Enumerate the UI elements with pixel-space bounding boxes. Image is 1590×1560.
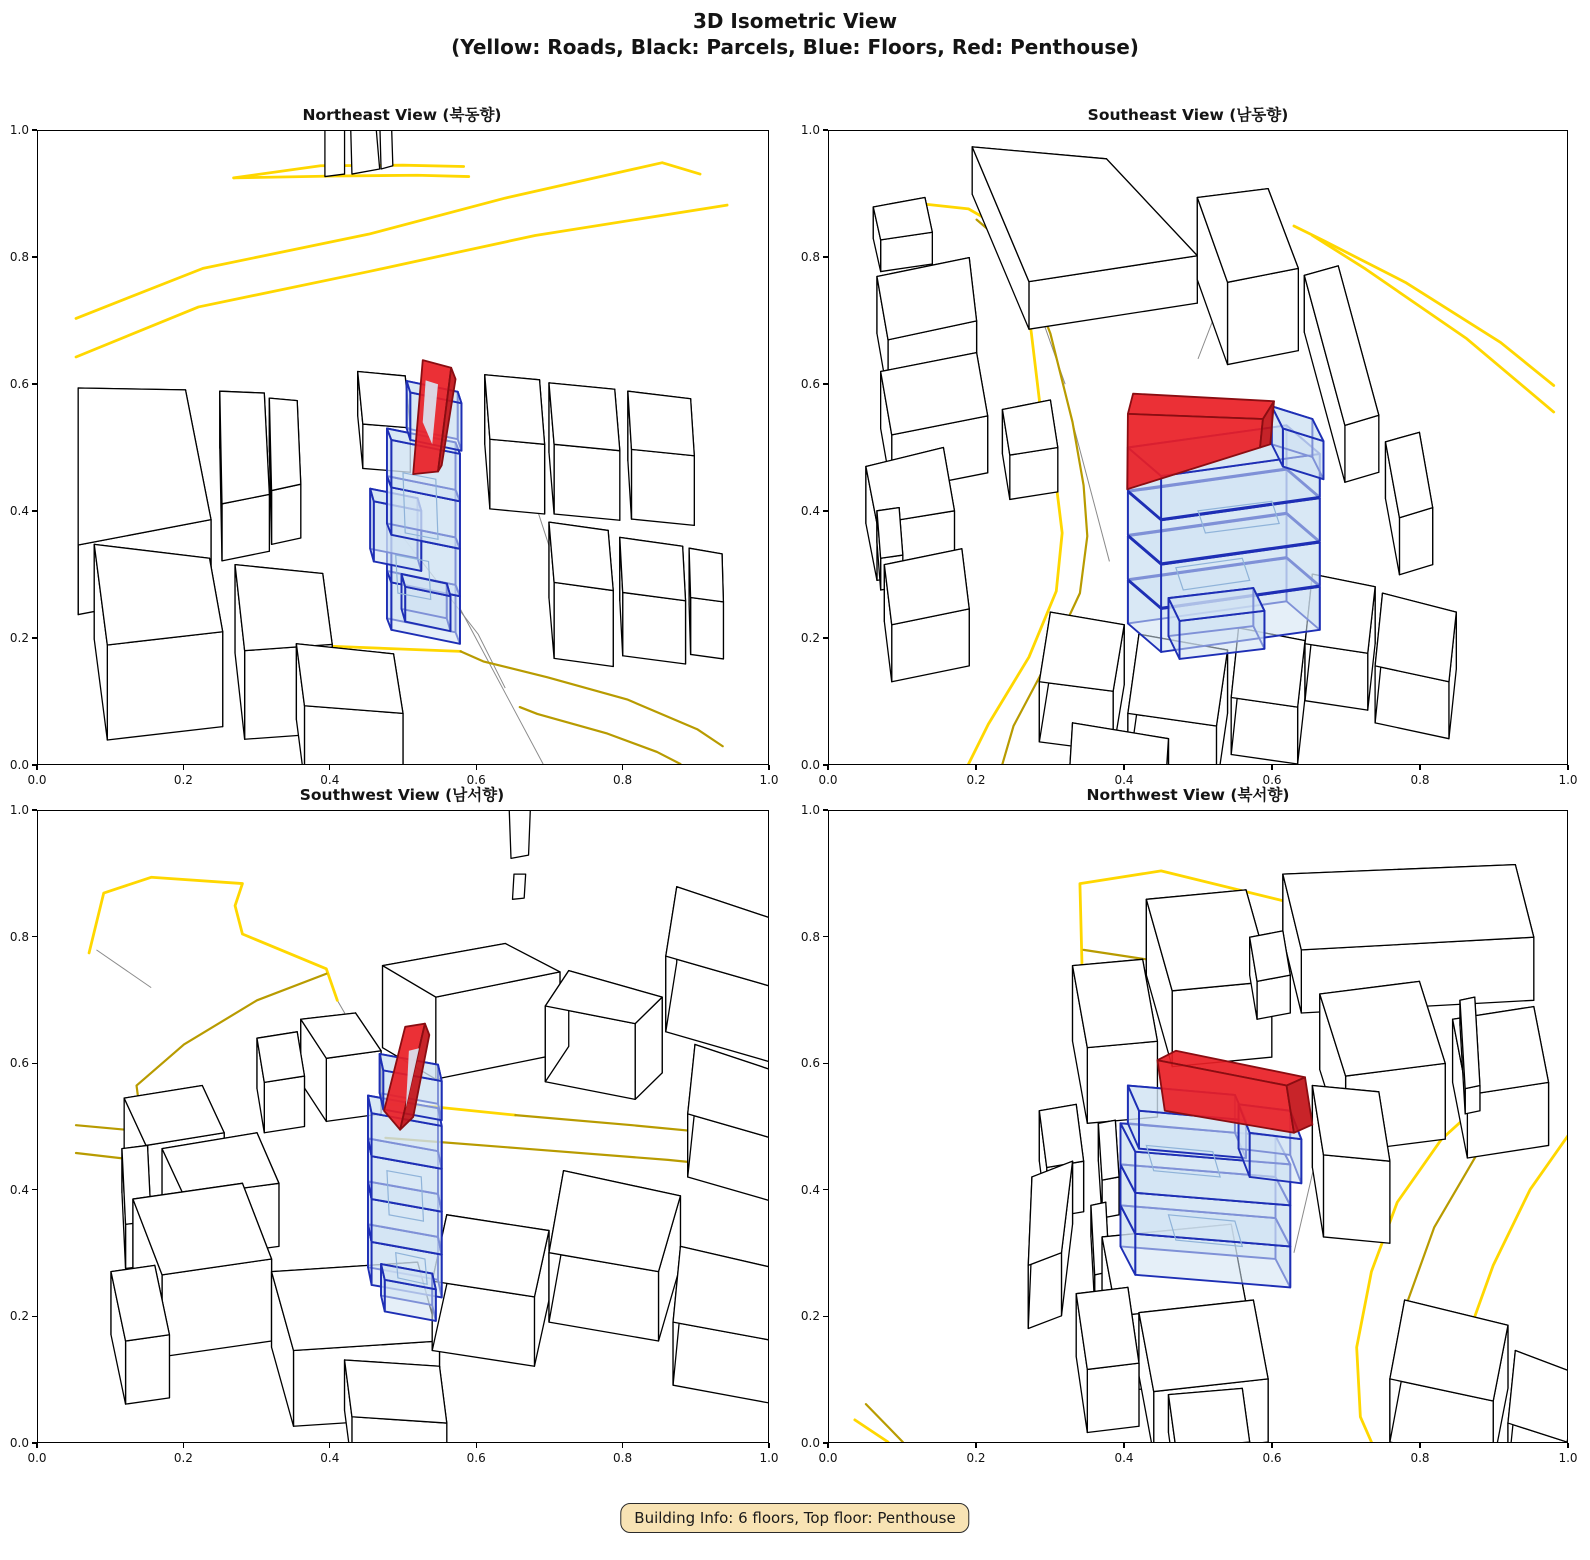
x-tick-mark <box>1567 1443 1568 1448</box>
y-tick-mark <box>823 809 828 810</box>
x-tick-mark <box>183 765 184 770</box>
x-tick-mark <box>1419 1443 1420 1448</box>
y-tick-label: 0.8 <box>9 250 29 264</box>
x-tick-mark <box>329 1443 330 1448</box>
y-tick-label: 0.8 <box>9 929 29 944</box>
y-tick-mark <box>32 764 37 765</box>
x-tick-mark <box>1567 765 1568 770</box>
y-tick-mark <box>823 936 828 937</box>
y-tick-label: 0.0 <box>800 758 820 772</box>
x-tick-mark <box>476 765 477 770</box>
subplot-title-northwest: Northwest View (북서향) <box>1086 786 1290 804</box>
y-tick-label: 0.4 <box>800 1182 820 1197</box>
x-tick-mark <box>768 765 769 770</box>
y-tick-mark <box>32 1442 37 1443</box>
x-tick-mark <box>975 765 976 770</box>
y-tick-mark <box>32 637 37 638</box>
y-tick-label: 0.4 <box>9 504 29 518</box>
x-tick-mark <box>1419 765 1420 770</box>
y-tick-mark <box>32 809 37 810</box>
y-tick-label: 1.0 <box>9 123 29 137</box>
plot-area-southeast <box>828 130 1568 765</box>
x-tick-label: 0.4 <box>1114 1451 1134 1465</box>
y-tick-label: 0.6 <box>800 377 820 391</box>
y-tick-mark <box>823 637 828 638</box>
y-tick-label: 0.6 <box>9 1056 29 1071</box>
x-tick-mark <box>622 765 623 770</box>
y-tick-label: 1.0 <box>800 123 820 137</box>
x-tick-label: 0.0 <box>818 773 838 787</box>
y-tick-label: 0.0 <box>800 1436 820 1450</box>
figure-title-line1: 3D Isometric View <box>692 9 898 33</box>
y-tick-mark <box>823 764 828 765</box>
subplot-title-southwest: Southwest View (남서향) <box>299 786 505 804</box>
x-tick-label: 0.2 <box>966 773 986 787</box>
x-tick-label: 1.0 <box>1558 773 1578 787</box>
y-tick-mark <box>32 1316 37 1317</box>
x-tick-label: 0.6 <box>466 1451 486 1465</box>
x-tick-label: 0.0 <box>27 773 47 787</box>
y-tick-label: 0.6 <box>9 377 29 391</box>
x-tick-mark <box>768 1443 769 1448</box>
subplot-title-northeast: Northeast View (북동향) <box>302 106 502 124</box>
x-tick-label: 0.6 <box>1262 773 1282 787</box>
x-tick-label: 0.4 <box>320 1451 340 1465</box>
x-tick-mark <box>975 1443 976 1448</box>
x-tick-label: 0.8 <box>613 773 633 787</box>
x-tick-mark <box>183 1443 184 1448</box>
plot-svg-northeast <box>38 131 768 764</box>
x-tick-mark <box>36 1443 37 1448</box>
x-tick-label: 0.2 <box>966 1451 986 1465</box>
y-tick-label: 0.2 <box>9 1309 29 1324</box>
x-tick-label: 1.0 <box>759 1451 779 1465</box>
x-tick-label: 0.4 <box>1114 773 1134 787</box>
x-tick-label: 0.4 <box>320 773 340 787</box>
x-tick-label: 0.2 <box>173 773 193 787</box>
y-tick-mark <box>823 129 828 130</box>
y-tick-label: 0.0 <box>9 758 29 772</box>
x-tick-mark <box>329 765 330 770</box>
y-tick-label: 0.4 <box>800 504 820 518</box>
x-tick-label: 0.8 <box>613 1451 633 1465</box>
y-tick-mark <box>32 256 37 257</box>
building-info-annotation: Building Info: 6 floors, Top floor: Penthouse <box>620 1503 969 1533</box>
y-tick-mark <box>823 1442 828 1443</box>
y-tick-mark <box>823 1063 828 1064</box>
y-tick-mark <box>823 1189 828 1190</box>
plot-svg-southeast <box>829 131 1567 764</box>
y-tick-label: 0.8 <box>800 929 820 944</box>
x-tick-label: 0.6 <box>1262 1451 1282 1465</box>
y-tick-label: 0.8 <box>800 250 820 264</box>
y-tick-mark <box>32 383 37 384</box>
y-tick-mark <box>32 1063 37 1064</box>
y-tick-label: 0.2 <box>9 631 29 645</box>
plot-area-northwest <box>828 810 1568 1443</box>
x-tick-mark <box>1271 1443 1272 1448</box>
y-tick-label: 0.0 <box>9 1436 29 1450</box>
plot-svg-northwest <box>829 811 1567 1442</box>
x-tick-mark <box>36 765 37 770</box>
x-tick-mark <box>1271 765 1272 770</box>
x-tick-label: 0.8 <box>1410 1451 1430 1465</box>
x-tick-mark <box>1123 765 1124 770</box>
x-tick-mark <box>622 1443 623 1448</box>
figure-title-line2: (Yellow: Roads, Black: Parcels, Blue: Floors, Red: Penthouse) <box>451 35 1139 59</box>
x-tick-mark <box>1123 1443 1124 1448</box>
x-tick-label: 0.0 <box>818 1451 838 1465</box>
plot-svg-southwest <box>38 811 768 1442</box>
x-tick-mark <box>476 1443 477 1448</box>
y-tick-mark <box>32 510 37 511</box>
y-tick-label: 0.2 <box>800 631 820 645</box>
y-tick-label: 0.2 <box>800 1309 820 1324</box>
y-tick-mark <box>823 256 828 257</box>
y-tick-mark <box>32 936 37 937</box>
plot-area-southwest <box>37 810 769 1443</box>
x-tick-label: 1.0 <box>759 773 779 787</box>
x-tick-mark <box>827 1443 828 1448</box>
x-tick-label: 0.2 <box>173 1451 193 1465</box>
y-tick-label: 0.6 <box>800 1056 820 1071</box>
subplot-title-southeast: Southeast View (남동향) <box>1087 106 1289 124</box>
x-tick-label: 0.6 <box>466 773 486 787</box>
plot-area-northeast <box>37 130 769 765</box>
y-tick-mark <box>823 1316 828 1317</box>
y-tick-mark <box>823 383 828 384</box>
y-tick-mark <box>32 129 37 130</box>
x-tick-label: 0.8 <box>1410 773 1430 787</box>
y-tick-label: 1.0 <box>800 803 820 817</box>
y-tick-mark <box>823 510 828 511</box>
y-tick-label: 1.0 <box>9 803 29 817</box>
y-tick-mark <box>32 1189 37 1190</box>
x-tick-mark <box>827 765 828 770</box>
y-tick-label: 0.4 <box>9 1182 29 1197</box>
x-tick-label: 1.0 <box>1558 1451 1578 1465</box>
x-tick-label: 0.0 <box>27 1451 47 1465</box>
